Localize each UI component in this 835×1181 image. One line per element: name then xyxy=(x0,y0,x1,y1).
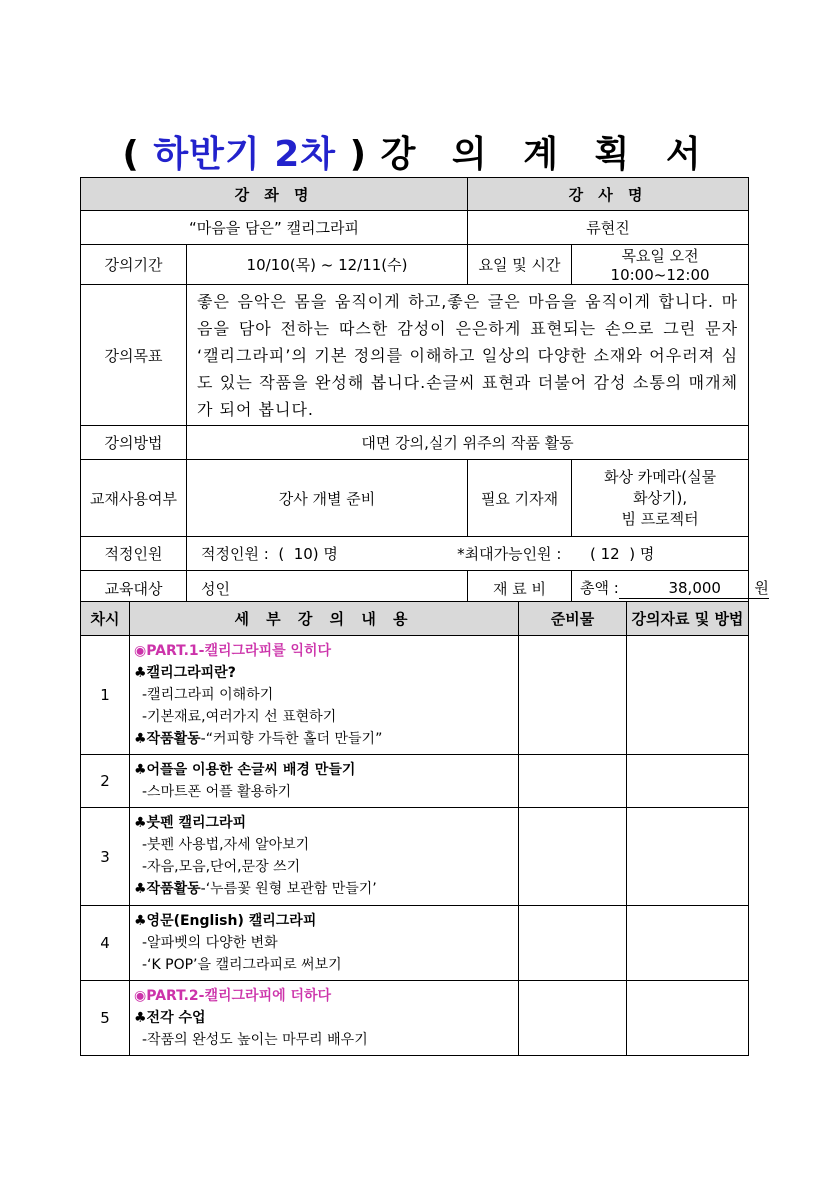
material-label: 교재사용여부 xyxy=(81,460,187,537)
instructor-header: 강 사 명 xyxy=(468,178,749,211)
course-name: “마음을 담은” 캘리그라피 xyxy=(81,211,468,245)
total-label: 총액 : xyxy=(580,579,619,597)
amount-field xyxy=(619,577,769,599)
capacity-text: 적정인원 : ( 10) 명 xyxy=(201,545,338,563)
method-value: 대면 강의,실기 위주의 작품 활동 xyxy=(187,426,749,460)
instructor-name: 류현진 xyxy=(468,211,749,245)
schedule-table xyxy=(80,601,749,1056)
session-number: 4 xyxy=(81,906,130,981)
session-number: 3 xyxy=(81,808,130,906)
activity-text: -“커피향 가득한 홀더 만들기” xyxy=(200,731,383,747)
session-content xyxy=(130,636,519,755)
topic-item: -작품의 완성도 높이는 마무리 배우기 xyxy=(142,1032,368,1048)
method-label: 강의방법 xyxy=(81,426,187,460)
method-header: 강의자료 및 방법 xyxy=(627,602,749,636)
title-rest: 강 의 계 획 서 xyxy=(380,134,713,175)
part-heading: ◉PART.1-캘리그라피를 익히다 xyxy=(134,643,332,659)
method-cell xyxy=(627,636,749,755)
equipment-line: 빔 프로젝터 xyxy=(621,509,699,528)
topic-item: -자음,모음,단어,문장 쓰기 xyxy=(142,859,301,875)
session-content xyxy=(130,755,519,808)
activity-text: -‘누름꽃 원형 보관함 만들기’ xyxy=(200,881,377,897)
topic-heading: ♣전각 수업 xyxy=(134,1010,206,1026)
title-highlight: 하반기 2차 xyxy=(153,134,337,175)
amount-unit: 원 xyxy=(754,579,769,597)
capacity-label: 적정인원 xyxy=(81,537,187,571)
title-close: ) xyxy=(336,134,368,175)
target-value: 성인 xyxy=(187,571,468,606)
time-value: 목요일 오전 10:00~12:00 xyxy=(572,245,749,285)
time-label: 요일 및 시간 xyxy=(468,245,572,285)
prep-cell xyxy=(519,636,627,755)
method-cell xyxy=(627,808,749,906)
max-capacity-text: *최대가능인원 : ( 12 ) 명 xyxy=(457,545,655,563)
material-value: 강사 개별 준비 xyxy=(187,460,468,537)
session-number: 1 xyxy=(81,636,130,755)
table-row xyxy=(81,755,749,808)
course-info-table xyxy=(80,177,769,606)
session-content xyxy=(130,808,519,906)
session-content xyxy=(130,981,519,1056)
method-cell xyxy=(627,981,749,1056)
topic-item: -기본재료,여러가지 선 표현하기 xyxy=(142,709,337,725)
session-content xyxy=(130,906,519,981)
table-row xyxy=(81,808,749,906)
method-cell xyxy=(627,906,749,981)
period-value: 10/10(목) ~ 12/11(수) xyxy=(187,245,468,285)
activity-label: ♣작품활동 xyxy=(134,731,201,747)
period-label: 강의기간 xyxy=(81,245,187,285)
goal-label: 강의목표 xyxy=(81,285,187,426)
topic-item: -붓펜 사용법,자세 알아보기 xyxy=(142,837,310,853)
session-number: 5 xyxy=(81,981,130,1056)
target-label: 교육대상 xyxy=(81,571,187,606)
topic-heading: ♣영문(English) 캘리그라피 xyxy=(134,913,317,929)
topic-item: -알파벳의 다양한 변화 xyxy=(142,935,278,951)
prep-cell xyxy=(519,755,627,808)
equipment-line: 화상 카메라(실물 xyxy=(604,467,717,486)
equipment-label: 필요 기자재 xyxy=(468,460,572,537)
activity-label: ♣작품활동 xyxy=(134,881,201,897)
part-heading: ◉PART.2-캘리그라피에 더하다 xyxy=(134,988,332,1004)
content-header: 세 부 강 의 내 용 xyxy=(130,602,519,636)
topic-item: -캘리그라피 이해하기 xyxy=(142,687,274,703)
table-row xyxy=(81,636,749,755)
prep-cell xyxy=(519,808,627,906)
topic-heading: ♣어플을 이용한 손글씨 배경 만들기 xyxy=(134,762,356,778)
table-row xyxy=(81,981,749,1056)
goal-text: 좋은 음악은 몸을 움직이게 하고,좋은 글은 마음을 움직이게 합니다. 마음을 담아 전하는 따스한 감성이 은은하게 표현되는 손으로 그린 문자 ‘캘리그라피’의 기본 정의를 이해하고 일상의 다양한 소재와 어우러져 심도 있는 작품을 완성해 봅니다.손글씨 표현과 더불어 감성 소통의 매개체가 되어 봅니다. xyxy=(187,285,749,426)
method-cell xyxy=(627,755,749,808)
capacity-value xyxy=(187,537,749,571)
amount-value: 38,000 xyxy=(668,579,721,597)
prep-cell xyxy=(519,981,627,1056)
table-row xyxy=(81,906,749,981)
topic-heading: ♣캘리그라피란? xyxy=(134,665,236,681)
topic-item: -스마트폰 어플 활용하기 xyxy=(142,784,292,800)
page-title xyxy=(0,126,835,177)
course-name-header: 강 좌 명 xyxy=(81,178,468,211)
title-open: ( xyxy=(122,134,154,175)
equipment-line: 화상기), xyxy=(633,488,688,507)
session-number: 2 xyxy=(81,755,130,808)
topic-item: -‘K POP’을 캘리그라피로 써보기 xyxy=(142,957,342,973)
prep-cell xyxy=(519,906,627,981)
topic-heading: ♣붓펜 캘리그라피 xyxy=(134,815,247,831)
equipment-value xyxy=(572,460,749,537)
prep-header: 준비물 xyxy=(519,602,627,636)
fee-label: 재 료 비 xyxy=(468,571,572,606)
session-header: 차시 xyxy=(81,602,130,636)
